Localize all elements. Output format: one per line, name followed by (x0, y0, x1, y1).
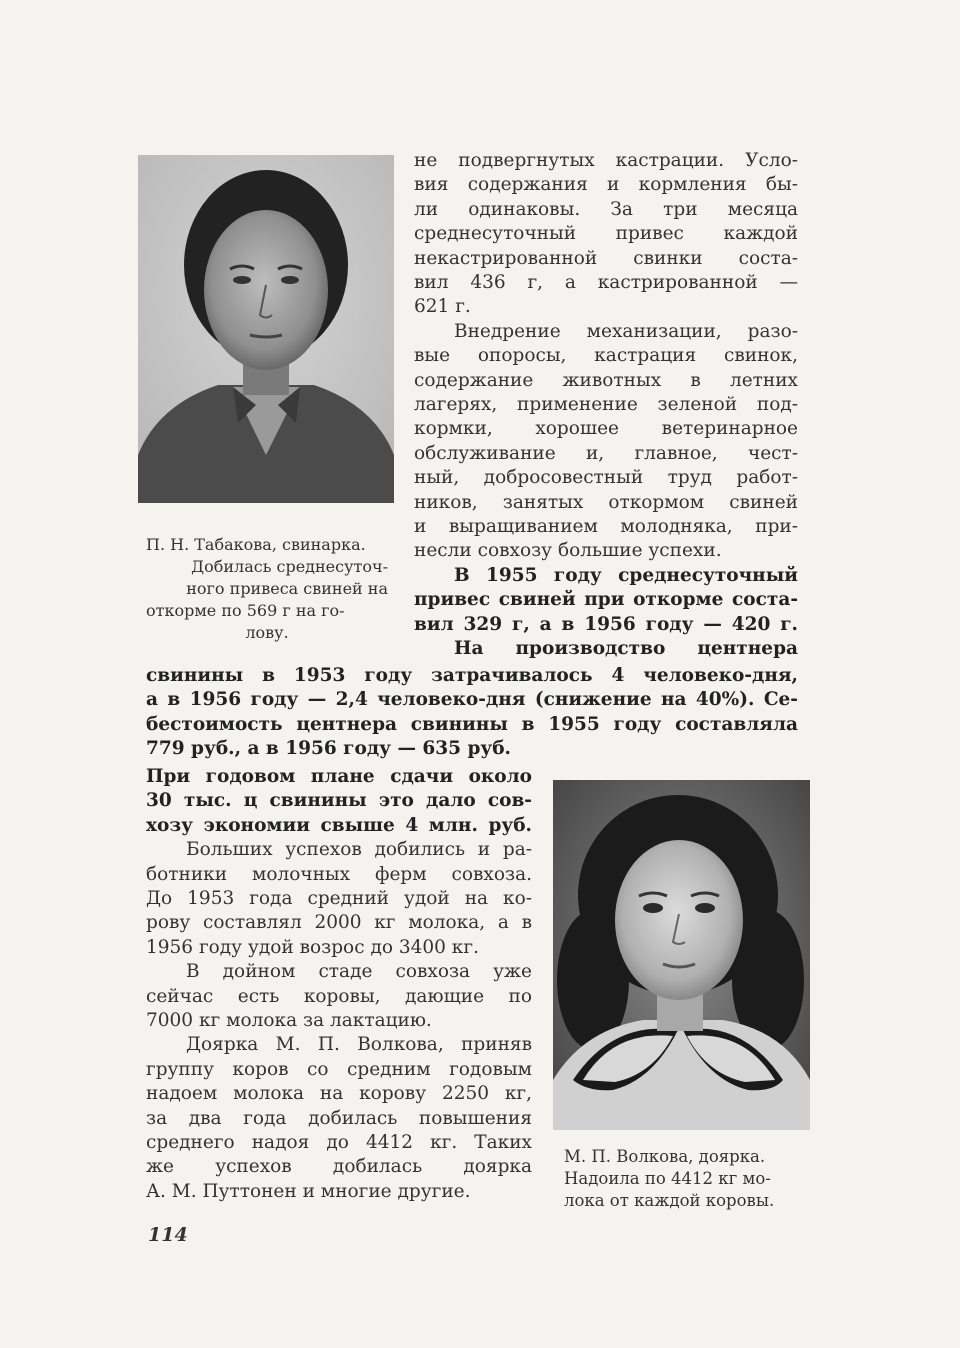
caption-line: Добилась среднесуточ- (191, 557, 388, 576)
text-line: рову составлял 2000 кг молока, а в (146, 912, 532, 934)
text-line: вил 329 г, а в 1956 году — 420 г. (414, 613, 798, 635)
text-line: 30 тыс. ц свинины это дало сов- (146, 790, 532, 812)
caption-line: откорме по 569 г на го- (146, 601, 345, 620)
text-line: лагерях, применение зеленой под- (414, 394, 798, 415)
caption-line: П. Н. Табакова, свинарка. (146, 535, 366, 554)
text-line: 621 г. (414, 296, 471, 318)
caption-line: Надоила по 4412 кг мо- (564, 1169, 771, 1188)
text-line: ный, добросовестный труд работ- (414, 467, 798, 489)
text-line: А. М. Путтонен и многие другие. (146, 1180, 471, 1202)
text-line: вия содержания и кормления бы- (414, 174, 798, 196)
text-line: среднесуточный привес каждой (414, 223, 798, 245)
text-line: несли совхозу большие успехи. (414, 540, 722, 562)
text-line: В дойном стаде совхоза уже (186, 961, 532, 983)
text-line: Внедрение механизации, разо- (454, 320, 798, 342)
text-line: же успехов добилась доярка (146, 1156, 532, 1178)
text-line: надоем молока на корову 2250 кг, (146, 1083, 532, 1105)
text-line: ников, занятых откормом свиней (414, 491, 798, 513)
text-line: сейчас есть коровы, дающие по (146, 985, 532, 1007)
caption-line: лока от каждой коровы. (564, 1191, 775, 1210)
text-line: 779 руб., а в 1956 году — 635 руб. (146, 738, 511, 760)
text-line: и выращиванием молодняка, при- (414, 516, 798, 537)
text-line: При годовом плане сдачи около (146, 766, 532, 787)
page-number: 114 (148, 1224, 188, 1246)
text-line: привес свиней при откорме соста- (414, 589, 798, 611)
text-line: бестоимость центнера свинины в 1955 году составляла (146, 713, 798, 735)
portrait-photo-tabakova (138, 155, 394, 503)
text-line: а в 1956 году — 2,4 человеко-дня (снижение на 40%). Се- (146, 689, 798, 711)
text-line: свинины в 1953 году затрачивалось 4 человеко-дня, (146, 665, 798, 686)
text-line: вые опоросы, кастрация свинок, (414, 345, 798, 367)
caption-line: М. П. Волкова, доярка. (564, 1147, 766, 1166)
text-line: хозу экономии свыше 4 млн. руб. (146, 814, 532, 836)
text-line: Больших успехов добились и ра- (186, 839, 532, 861)
text-line: кормки, хорошее ветеринарное (414, 418, 798, 440)
text-line: группу коров со средним годовым (146, 1058, 532, 1080)
text-line: содержание животных в летних (414, 369, 798, 391)
text-line: вил 436 г, а кастрированной — (414, 272, 798, 293)
caption-tabakova (146, 534, 388, 644)
text-line: В 1955 году среднесуточный (454, 564, 798, 586)
portrait-photo-volkova (553, 780, 810, 1130)
caption-line: ного привеса свиней на (186, 579, 388, 598)
text-line: не подвергнутых кастрации. Усло- (414, 150, 798, 171)
text-line: ботники молочных ферм совхоза. (146, 863, 532, 885)
text-line: ли одинаковы. За три месяца (414, 198, 798, 220)
text-line: некастрированной свинки соста- (414, 247, 798, 269)
text-line: 1956 году удой возрос до 3400 кг. (146, 936, 479, 958)
text-line: До 1953 года средний удой на ко- (146, 888, 532, 909)
text-line: обслуживание и, главное, чест- (414, 442, 798, 464)
text-line: за два года добилась повышения (146, 1107, 532, 1129)
text-line: На производство центнера (454, 638, 798, 659)
text-line: Доярка М. П. Волкова, приняв (186, 1034, 532, 1056)
caption-volkova (564, 1146, 804, 1212)
text-line: 7000 кг молока за лактацию. (146, 1010, 432, 1031)
text-line: среднего надоя до 4412 кг. Таких (146, 1132, 532, 1153)
caption-line: лову. (245, 623, 289, 642)
